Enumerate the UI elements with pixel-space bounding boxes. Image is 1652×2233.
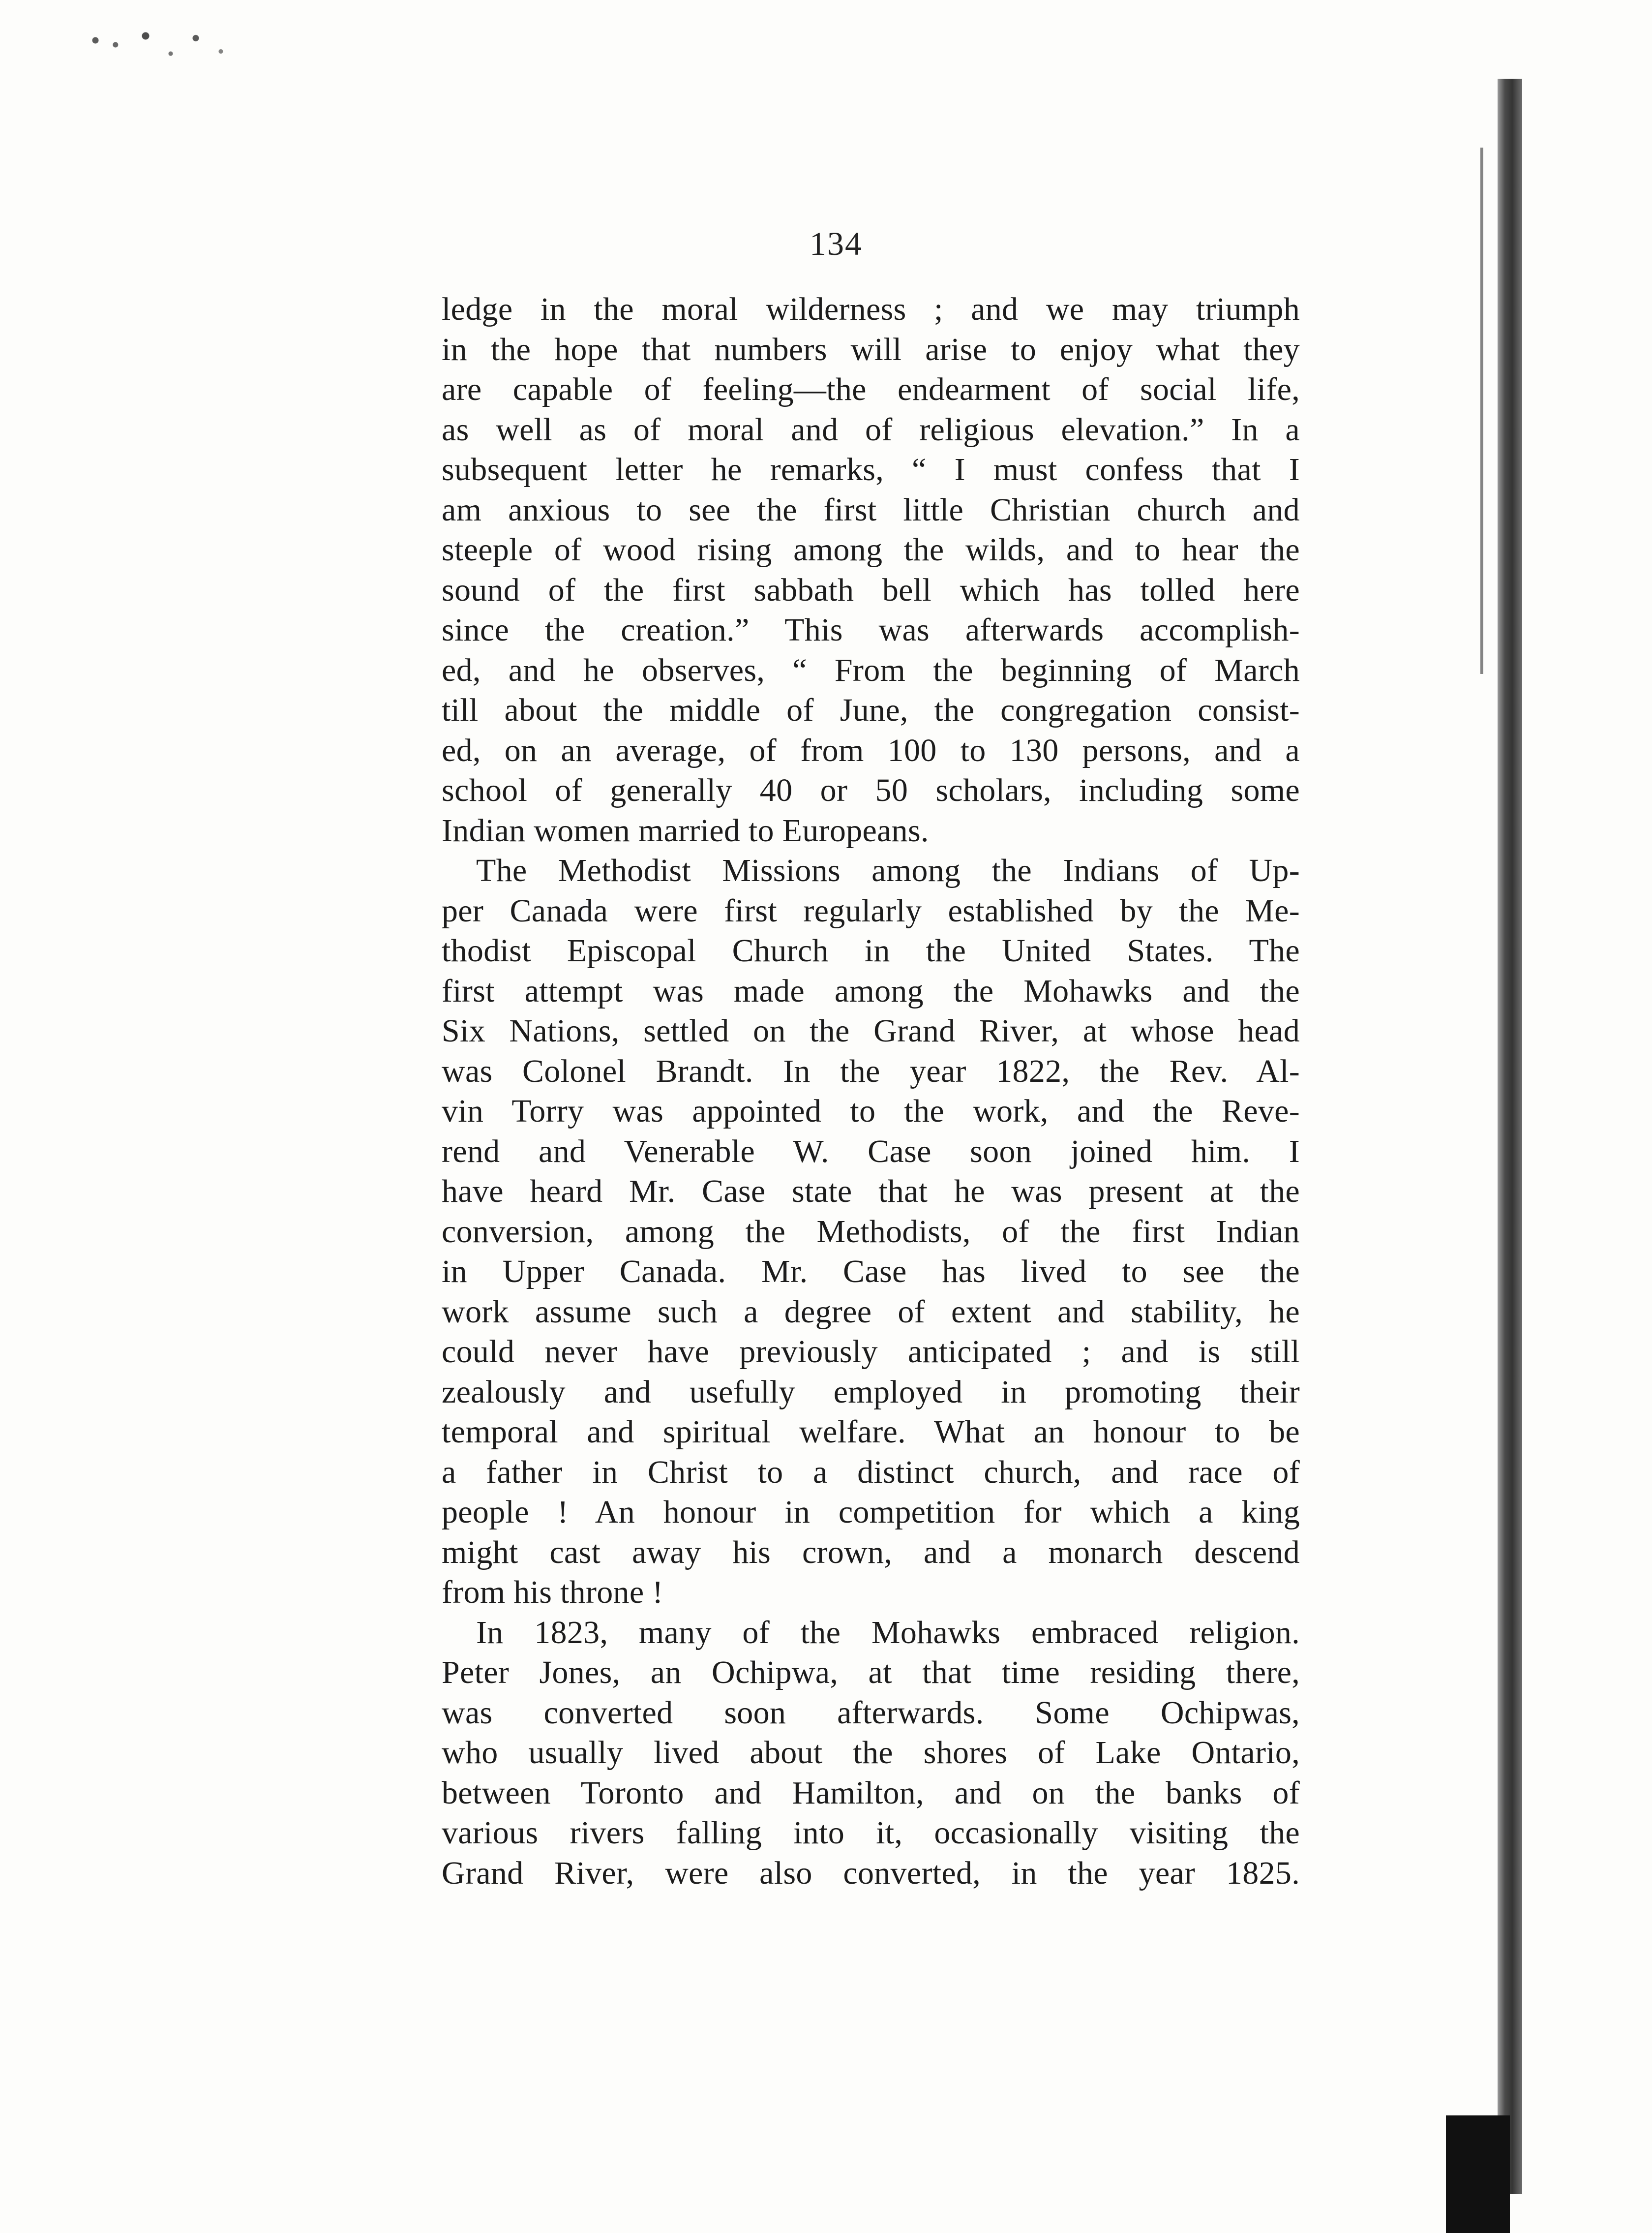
binding-corner-shadow bbox=[1446, 2115, 1510, 2233]
text-line: per Canada were first regularly established by the Me- bbox=[442, 892, 1300, 929]
text-line: in Upper Canada. Mr. Case has lived to see the bbox=[442, 1254, 1300, 1289]
text-line: as well as of moral and of religious elevation.” In a bbox=[442, 411, 1300, 448]
text-line: from his throne ! bbox=[442, 1574, 663, 1610]
text-line: am anxious to see the first little Christian church and bbox=[442, 491, 1300, 528]
text-line: ed, and he observes, “ From the beginning of March bbox=[442, 652, 1300, 688]
text-line: since the creation.” This was afterwards accomplish- bbox=[442, 612, 1300, 648]
text-line: vin Torry was appointed to the work, and the Reve- bbox=[442, 1093, 1300, 1129]
text-line: Grand River, were also converted, in the year 1825. bbox=[442, 1855, 1300, 1891]
page-number: 134 bbox=[810, 225, 863, 262]
text-line: temporal and spiritual welfare. What an honour to be bbox=[442, 1414, 1300, 1450]
text-line: subsequent letter he remarks, “ I must confess that I bbox=[442, 452, 1300, 488]
text-line: who usually lived about the shores of Lake Ontario, bbox=[442, 1735, 1300, 1771]
text-line: might cast away his crown, and a monarch descend bbox=[442, 1534, 1300, 1570]
text-line: till about the middle of June, the congregation consist- bbox=[442, 692, 1300, 728]
text-line: in the hope that numbers will arise to enjoy what they bbox=[442, 331, 1300, 367]
text-line: was converted soon afterwards. Some Ochipwas, bbox=[442, 1694, 1300, 1731]
text-line: steeple of wood rising among the wilds, and to hear the bbox=[442, 532, 1300, 568]
body-text bbox=[442, 289, 1300, 1893]
text-line: first attempt was made among the Mohawks and the bbox=[442, 973, 1300, 1009]
binding-shadow-line bbox=[1480, 148, 1483, 674]
text-line: work assume such a degree of extent and stability, he bbox=[442, 1293, 1300, 1330]
text-line: Six Nations, settled on the Grand River, at whose head bbox=[442, 1013, 1300, 1049]
text-line: conversion, among the Methodists, of the first Indian bbox=[442, 1213, 1300, 1250]
text-line: various rivers falling into it, occasionally visiting the bbox=[442, 1815, 1300, 1851]
text-line: ed, on an average, of from 100 to 130 persons, and a bbox=[442, 732, 1300, 768]
text-line: Indian women married to Europeans. bbox=[442, 812, 929, 849]
text-line: Peter Jones, an Ochipwa, at that time residing there, bbox=[442, 1654, 1300, 1690]
text-line: sound of the first sabbath bell which has tolled here bbox=[442, 572, 1300, 608]
text-line: people ! An honour in competition for which a king bbox=[442, 1494, 1300, 1530]
text-line: thodist Episcopal Church in the United States. The bbox=[442, 933, 1300, 969]
text-line: have heard Mr. Case state that he was present at the bbox=[442, 1173, 1300, 1209]
paragraph-first-line: The Methodist Missions among the Indians of Up- bbox=[476, 853, 1300, 888]
text-line: ledge in the moral wilderness ; and we may triumph bbox=[442, 291, 1300, 327]
book-binding-edge bbox=[1498, 79, 1522, 2194]
text-line: rend and Venerable W. Case soon joined him. I bbox=[442, 1133, 1300, 1169]
scan-speckles bbox=[79, 27, 246, 71]
text-line: could never have previously anticipated ; and is still bbox=[442, 1334, 1300, 1370]
text-line: school of generally 40 or 50 scholars, including some bbox=[442, 772, 1300, 808]
text-line: zealously and usefully employed in promoting their bbox=[442, 1374, 1300, 1410]
paragraph-first-line: In 1823, many of the Mohawks embraced religion. bbox=[476, 1614, 1300, 1651]
text-line: a father in Christ to a distinct church, and race of bbox=[442, 1454, 1300, 1490]
text-line: was Colonel Brandt. In the year 1822, the Rev. Al- bbox=[442, 1053, 1300, 1089]
text-line: between Toronto and Hamilton, and on the banks of bbox=[442, 1774, 1300, 1811]
text-line: are capable of feeling—the endearment of social life, bbox=[442, 371, 1300, 407]
